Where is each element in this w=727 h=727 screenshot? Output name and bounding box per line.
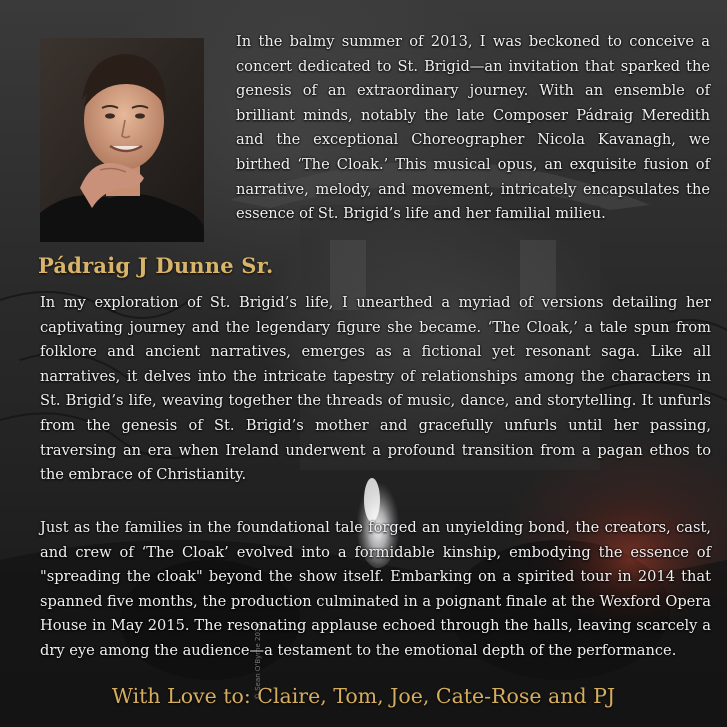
dedication-line: With Love to: Claire, Tom, Joe, Cate-Rose and PJ — [111, 684, 616, 708]
author-portrait — [40, 38, 204, 242]
photo-credit: © Sean O'Byrne 2014 — [254, 623, 262, 700]
author-name: Pádraig J Dunne Sr. — [38, 253, 274, 278]
intro-paragraph: In the balmy summer of 2013, I was beckoned to conceive a concert dedicated to St. Brigid—an invitation that sparked the genesis of an extraordinary journey. With an ensemble of brilliant minds, notably the late Composer Pádraig Meredith and the exceptional Choreographer Nicola Kavanagh, we birthed ‘The Cloak.’ This musical opus, an exquisite fusion of narrative, melody, and movement, intricately encapsulates the essence of St. Brigid’s life and her familial milieu. — [236, 33, 710, 223]
kinship-paragraph: Just as the families in the foundational tale forged an unyielding bond, the creators, cast, and crew of ‘The Cloak’ evolved into a formidable kinship, embodying the essence of "spreading the cloak" beyond the show itself. Embarking on a spirited tour in 2014 that spanned five months, the production culminated in a poignant finale at the Wexford Opera House in May 2015. The resonating applause echoed through the halls, leaving scarcely a dry eye among the audience—a testament to the emotional depth of the performance. — [40, 519, 711, 659]
exploration-paragraph: In my exploration of St. Brigid’s life, I unearthed a myriad of versions detailing her captivating journey and the legendary figure she became. ‘The Cloak,’ a tale spun from folklore and ancient narratives, emerges as a fictional yet resonant saga. Like all narratives, it delves into the intricate tapestry of relationships among the characters in St. Brigid’s life, weaving together the threads of music, dance, and storytelling. It unfurls from the genesis of St. Brigid’s mother and gracefully unfurls until her passing, traversing an era when Ireland underwent a profound transition from a pagan ethos to the embrace of Christianity. — [40, 294, 711, 484]
